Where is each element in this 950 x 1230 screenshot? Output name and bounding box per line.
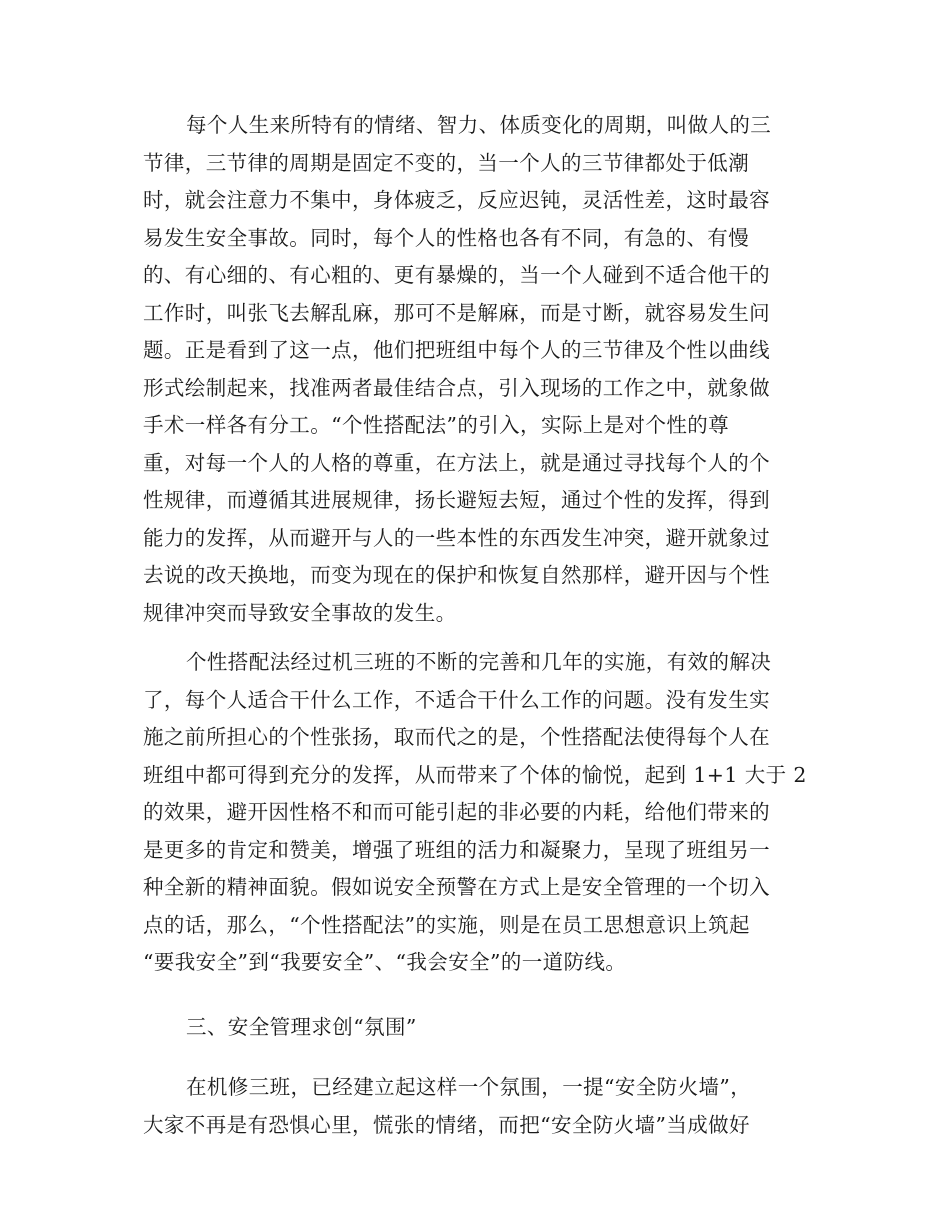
paragraph-line: 性规律，而遵循其进展规律，扬长避短去短，通过个性的发挥，得到 <box>143 488 770 512</box>
paragraph-line: 在机修三班，已经建立起这样一个氛围，一提“安全防火墙”， <box>186 1075 752 1099</box>
paragraph-line: “要我安全”到“我要安全”、“我会安全”的一道防线。 <box>143 950 627 974</box>
paragraph-line: 题。正是看到了这一点，他们把班组中每个人的三节律及个性以曲线 <box>143 338 770 362</box>
paragraph-line: 个性搭配法经过机三班的不断的完善和几年的实施，有效的解决 <box>186 650 772 674</box>
paragraph-line: 每个人生来所特有的情绪、智力、体质变化的周期，叫做人的三 <box>186 113 772 137</box>
paragraph-line: 易发生安全事故。同时，每个人的性格也各有不同，有急的、有慢 <box>143 225 750 250</box>
paragraph-line: 的效果，避开因性格不和而可能引起的非必要的内耗，给他们带来的 <box>143 800 770 824</box>
paragraph-line: 手术一样各有分工。“个性搭配法”的引入，实际上是对个性的尊 <box>143 413 730 437</box>
paragraph-2 <box>143 644 807 982</box>
paragraph-1 <box>143 107 803 632</box>
paragraph-3 <box>143 1069 803 1144</box>
paragraph-line: 工作时，叫张飞去解乱麻，那可不是解麻，而是寸断，就容易发生问 <box>143 300 770 325</box>
paragraph-line: 重，对每一个人的人格的尊重，在方法上，就是通过寻找每个人的个 <box>143 450 770 475</box>
paragraph-line: 的、有心细的、有心粗的、更有暴燥的，当一个人碰到不适合他干的 <box>143 263 770 287</box>
paragraph-line: 时，就会注意力不集中，身体疲乏，反应迟钝，灵活性差，这时最容 <box>143 188 770 212</box>
paragraph-line: 种全新的精神面貌。假如说安全预警在方式上是安全管理的一个切入 <box>143 875 770 899</box>
paragraph-line: 能力的发挥，从而避开与人的一些本性的东西发生冲突，避开就象过 <box>143 525 770 550</box>
paragraph-line: 班组中都可得到充分的发挥，从而带来了个体的愉悦，起到 1+1 大于 2 <box>143 762 807 787</box>
paragraph-line: 点的话，那么，“个性搭配法”的实施，则是在员工思想意识上筑起 <box>143 912 750 937</box>
paragraph-line: 规律冲突而导致安全事故的发生。 <box>143 600 457 625</box>
paragraph-line: 形式绘制起来，找准两者最佳结合点，引入现场的工作之中，就象做 <box>143 375 770 400</box>
paragraph-line: 节律，三节律的周期是固定不变的，当一个人的三节律都处于低潮 <box>143 150 750 175</box>
section-heading: 三、安全管理求创“氛围” <box>186 1015 417 1039</box>
paragraph-line: 施之前所担心的个性张扬，取而代之的是，个性搭配法使得每个人在 <box>143 725 770 749</box>
paragraph-line: 了，每个人适合干什么工作，不适合干什么工作的问题。没有发生实 <box>143 687 770 712</box>
paragraph-line: 去说的改天换地，而变为现在的保护和恢复自然那样，避开因与个性 <box>143 563 770 587</box>
paragraph-line: 大家不再是有恐惧心里，慌张的情绪，而把“安全防火墙”当成做好 <box>143 1112 750 1137</box>
paragraph-line: 是更多的肯定和赞美，增强了班组的活力和凝聚力，呈现了班组另一 <box>143 837 770 862</box>
